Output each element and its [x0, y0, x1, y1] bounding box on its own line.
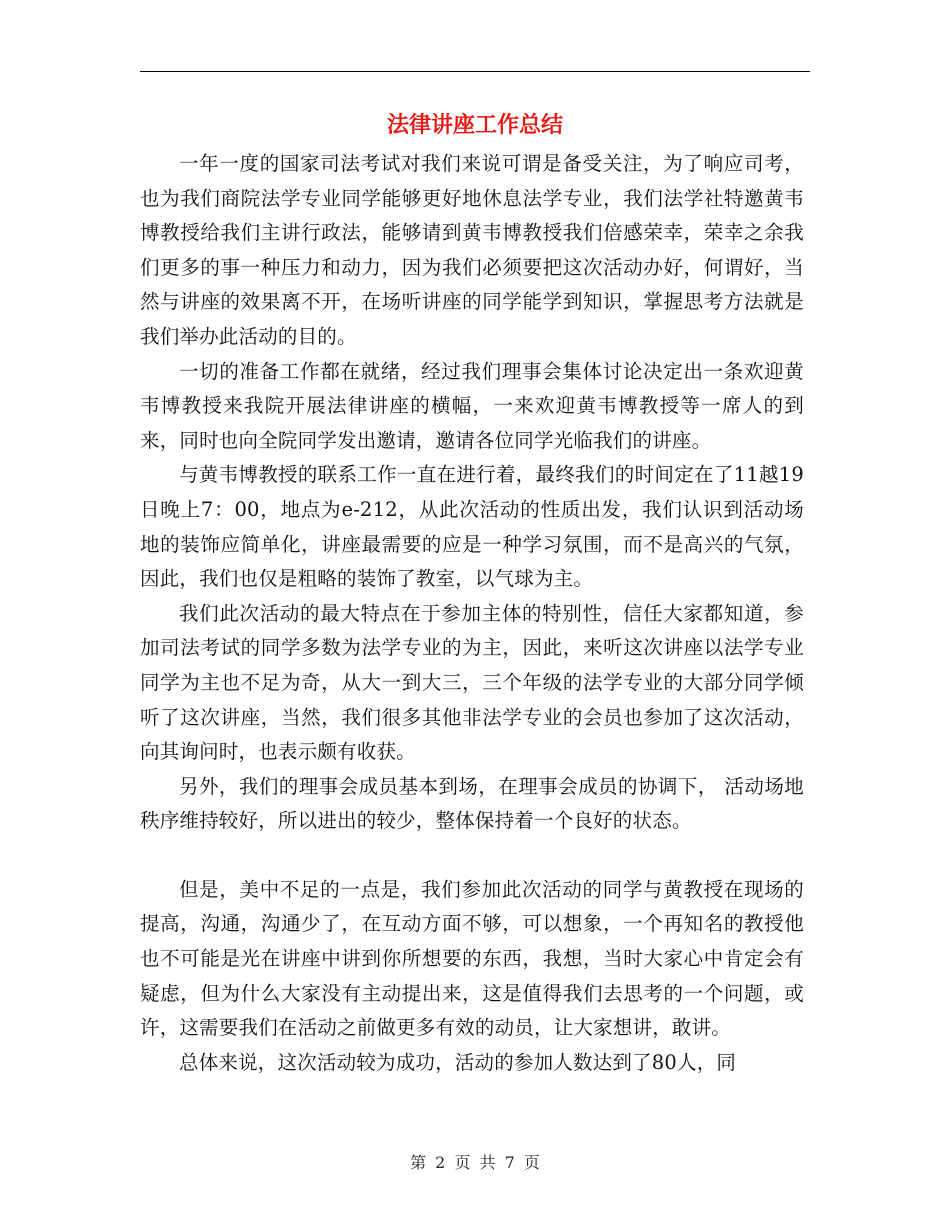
- paragraph: 我们此次活动的最大特点在于参加主体的特别性，信任大家都知道，参加司法考试的同学多数为法学专业的为主，因此，来听这次讲座以法学专业同学为主也不足为奇，从大一到大三，三个年级的法学专业的大部分同学倾听了这次讲座，当然，我们很多其他非法学专业的会员也参加了这次活动，向其询问时，也表示颇有收获。: [140, 601, 804, 764]
- paragraph: 一年一度的国家司法考试对我们来说可谓是备受关注，为了响应司考，也为我们商院法学专业同学能够更好地休息法学专业，我们法学社特邀黄韦博教授给我们主讲行政法，能够请到黄韦博教授我们倍感荣幸，荣幸之余我们更多的事一种压力和动力，因为我们必须要把这次活动办好，何谓好，当然与讲座的效果离不开，在场听讲座的同学能学到知识，掌握思考方法就是我们举办此活动的目的。: [140, 152, 804, 348]
- document-body: [140, 147, 804, 1080]
- paragraph: 但是，美中不足的一点是，我们参加此次活动的同学与黄教授在现场的提高，沟通，沟通少了，在互动方面不够，可以想象，一个再知名的教授他也不可能是光在讲座中讲到你所想要的东西，我想，当时大家心中肯定会有疑虑，但为什么大家没有主动提出来，这是值得我们去思考的一个问题，或许，这需要我们在活动之前做更多有效的动员，让大家想讲，敢讲。: [140, 877, 804, 1040]
- page-number-footer: 第 2 页 共 7 页: [410, 1153, 540, 1172]
- paragraph: 总体来说，这次活动较为成功，活动的参加人数达到了80人，同: [179, 1050, 737, 1074]
- header-rule: [140, 71, 810, 72]
- document-title: 法律讲座工作总结: [386, 113, 563, 138]
- paragraph: 与黄韦博教授的联系工作一直在进行着，最终我们的时间定在了11越19日晚上7：00，地点为e-212，从此次活动的性质出发，我们认识到活动场地的装饰应简单化，讲座最需要的应是一种学习氛围，而不是高兴的气氛，因此，我们也仅是粗略的装饰了教室，以气球为主。: [140, 463, 804, 591]
- paragraph: 一切的准备工作都在就绪，经过我们理事会集体讨论决定出一条欢迎黄韦博教授来我院开展法律讲座的横幅，一来欢迎黄韦博教授等一席人的到来，同时也向全院同学发出邀请，邀请各位同学光临我们的讲座。: [140, 359, 804, 452]
- paragraph: 另外，我们的理事会成员基本到场，在理事会成员的协调下， 活动场地秩序维持较好，所以进出的较少，整体保持着一个良好的状态。: [140, 774, 804, 833]
